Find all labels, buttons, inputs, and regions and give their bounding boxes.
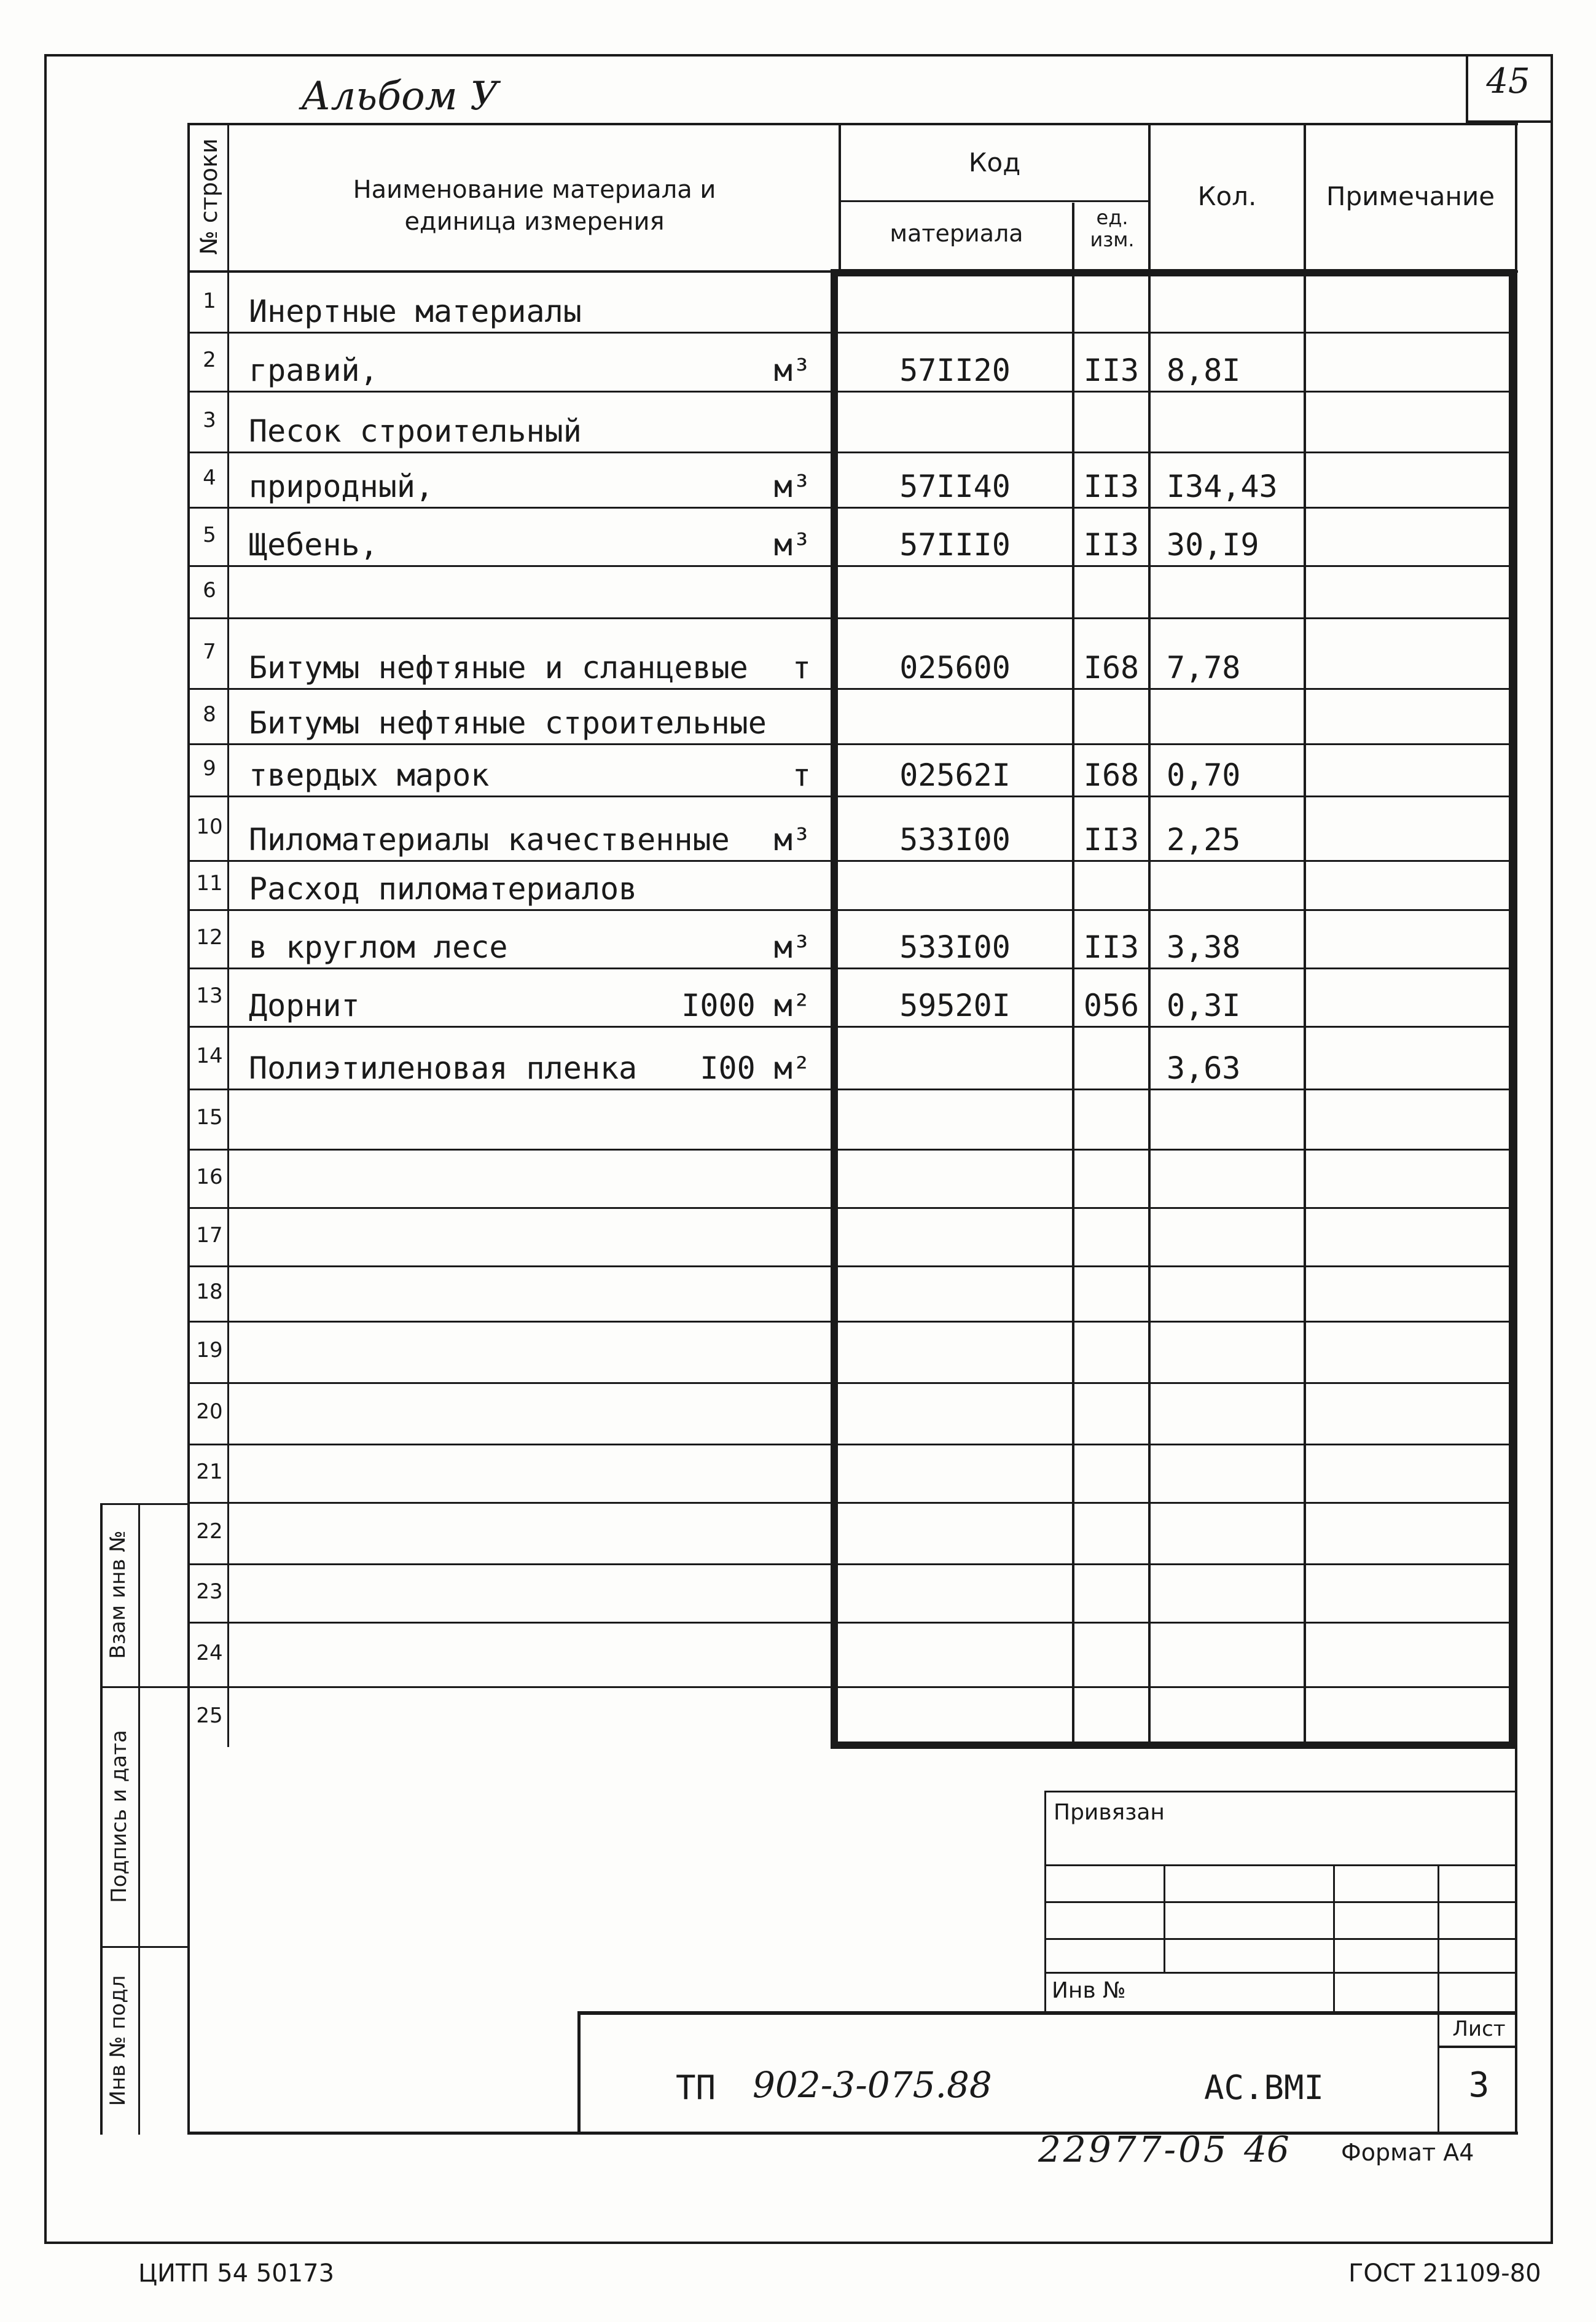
row-divider <box>190 1563 1515 1565</box>
row-number: 3 <box>203 407 216 432</box>
row-number: 19 <box>196 1338 223 1362</box>
row-number: 22 <box>196 1519 223 1544</box>
header-name <box>240 174 829 238</box>
handwritten-page-number: 45 <box>1486 61 1530 101</box>
inner-bottom <box>187 2132 1518 2135</box>
row-divider <box>190 688 1515 690</box>
page-box-left <box>1466 54 1468 122</box>
row-unit: м³ <box>773 929 811 965</box>
row-divider <box>190 860 1515 862</box>
row-material-name: Битумы нефтяные и сланцевые <box>249 650 748 686</box>
row-material-name: Полиэтиленовая пленка <box>249 1050 638 1086</box>
row-divider <box>190 1265 1515 1267</box>
row-divider <box>190 507 1515 509</box>
doc-code: АС.ВМI <box>1204 2068 1324 2107</box>
row-unit: I000 м² <box>681 988 811 1023</box>
header-note: Примечание <box>1326 181 1495 211</box>
gost-label: ГОСТ 21109-80 <box>1348 2259 1541 2288</box>
row-material-code: 57II20 <box>899 353 1011 388</box>
row-material-name: Пиломатериалы качественные <box>249 822 730 858</box>
privyazan-line4 <box>1044 1972 1517 1974</box>
row-number: 5 <box>203 522 216 547</box>
row-material-code: 025600 <box>899 650 1011 686</box>
side-label-vzam: Взам инв № <box>106 1530 130 1659</box>
row-quantity: 3,38 <box>1167 929 1241 965</box>
row-material-name: Дорнит <box>249 988 360 1023</box>
row-divider <box>190 743 1515 745</box>
row-material-code: 533I00 <box>899 822 1011 858</box>
header-code: Код <box>968 147 1021 178</box>
list-number: 3 <box>1468 2065 1490 2105</box>
row-unit-code: 056 <box>1083 988 1140 1023</box>
handwritten-code: 22977-05 <box>1038 2128 1229 2170</box>
row-divider <box>190 1444 1515 1445</box>
row-quantity: 0,3I <box>1167 988 1241 1023</box>
row-divider <box>190 565 1515 567</box>
header-col-unit-left <box>1072 203 1074 273</box>
row-number: 20 <box>196 1399 223 1424</box>
header-name-line1: Наименование материала и <box>353 176 716 204</box>
row-number: 2 <box>203 348 216 372</box>
row-quantity: 30,I9 <box>1167 527 1259 563</box>
privyazan-col1 <box>1164 1864 1165 1972</box>
col-rownum-right <box>227 125 229 1747</box>
privyazan-line3 <box>1044 1938 1517 1940</box>
row-number: 15 <box>196 1105 223 1130</box>
row-unit-code: II3 <box>1083 822 1140 858</box>
frame-top <box>44 54 1553 57</box>
row-quantity: 7,78 <box>1167 650 1241 686</box>
row-material-name: гравий, <box>249 353 378 388</box>
row-number: 13 <box>196 983 223 1008</box>
row-divider <box>190 617 1515 619</box>
format-label: Формат А4 <box>1341 2139 1474 2166</box>
header-code-material: материала <box>890 220 1023 247</box>
row-number: 17 <box>196 1222 223 1248</box>
header-code-unit: ед. изм. <box>1090 206 1135 251</box>
row-material-name: Битумы нефтяные строительные <box>249 705 767 741</box>
body-col-code-left <box>831 270 838 1748</box>
list-box-divider <box>1438 2046 1517 2048</box>
body-col-note-left <box>1304 270 1306 1748</box>
row-number: 9 <box>203 756 216 781</box>
inner-top <box>187 123 1518 125</box>
row-material-name: Инертные материалы <box>249 294 582 329</box>
row-number: 10 <box>196 814 223 839</box>
row-number: 24 <box>196 1640 223 1665</box>
row-material-name: в круглом лесе <box>249 929 508 965</box>
privyazan-col2 <box>1333 1864 1335 2012</box>
side-label-inv-podl: Инв № подл <box>106 1975 130 2106</box>
row-unit-code: I68 <box>1083 757 1140 793</box>
album-label: Альбом У <box>301 74 499 119</box>
row-number: 18 <box>196 1280 223 1304</box>
row-unit: м³ <box>773 527 811 563</box>
frame-left <box>44 54 47 2244</box>
privyazan-top <box>1044 1791 1517 1792</box>
list-label: Лист <box>1452 2017 1506 2041</box>
body-heavy-bottom <box>831 1742 1516 1749</box>
row-divider <box>190 1502 1515 1504</box>
row-divider <box>190 1382 1515 1384</box>
row-number: 8 <box>203 702 216 727</box>
side-label-podpis: Подпись и дата <box>107 1730 131 1903</box>
frame-right <box>1551 54 1553 2244</box>
body-col-right-heavy <box>1509 270 1516 1748</box>
row-quantity: I34,43 <box>1167 469 1278 504</box>
row-number: 12 <box>196 925 223 950</box>
body-col-qty-left <box>1148 270 1151 1748</box>
row-material-name: Щебень, <box>249 527 378 563</box>
row-quantity: 0,70 <box>1167 757 1241 793</box>
title-block-left <box>577 2011 581 2134</box>
row-unit: м³ <box>773 822 811 858</box>
row-number: 25 <box>196 1703 223 1728</box>
inner-left <box>187 123 190 2134</box>
row-divider <box>190 909 1515 911</box>
row-divider <box>190 1026 1515 1028</box>
side-top <box>100 1503 190 1505</box>
privyazan-line1 <box>1044 1864 1517 1866</box>
row-divider <box>190 1207 1515 1209</box>
row-divider <box>190 1089 1515 1090</box>
row-number: 7 <box>203 639 216 664</box>
row-unit: т <box>792 650 811 686</box>
inv-no-label: Инв № <box>1052 1978 1126 2003</box>
citp-label: ЦИТП 54 50173 <box>138 2259 335 2288</box>
header-code-divider <box>839 200 1151 202</box>
row-material-code: 57II40 <box>899 469 1011 504</box>
title-block-top <box>577 2011 1517 2015</box>
row-material-name: твердых марок <box>249 757 490 793</box>
privyazan-label: Привязан <box>1054 1800 1165 1825</box>
header-name-line2: единица измерения <box>404 208 665 236</box>
row-material-code: 57III0 <box>899 527 1011 563</box>
row-divider <box>190 1622 1515 1624</box>
row-quantity: 3,63 <box>1167 1050 1241 1086</box>
row-quantity: 8,8I <box>1167 353 1241 388</box>
row-number: 4 <box>203 466 216 490</box>
row-number: 11 <box>196 871 223 896</box>
row-unit-code: II3 <box>1083 527 1140 563</box>
row-unit-code: II3 <box>1083 929 1140 965</box>
row-divider <box>190 1321 1515 1323</box>
side-mid-border <box>138 1503 140 2135</box>
row-number: 23 <box>196 1579 223 1604</box>
row-material-code: 02562I <box>899 757 1011 793</box>
row-unit-code: II3 <box>1083 353 1140 388</box>
frame-bottom <box>44 2242 1553 2244</box>
row-divider <box>190 332 1515 334</box>
row-material-name: природный, <box>249 469 434 504</box>
tp-number: 902-3-075.88 <box>753 2064 992 2106</box>
handwritten-page: 46 <box>1244 2128 1289 2170</box>
row-divider <box>190 968 1515 969</box>
row-divider <box>190 452 1515 453</box>
row-material-name: Песок строительный <box>249 413 582 449</box>
row-divider <box>190 391 1515 393</box>
privyazan-line2 <box>1044 1901 1517 1903</box>
privyazan-col3 <box>1438 1864 1439 2135</box>
row-number: 16 <box>196 1164 223 1189</box>
row-divider <box>190 1149 1515 1151</box>
row-material-code: 533I00 <box>899 929 1011 965</box>
row-unit: т <box>792 757 811 793</box>
side-div2 <box>100 1946 190 1948</box>
row-unit-code: II3 <box>1083 469 1140 504</box>
row-unit: м³ <box>773 469 811 504</box>
side-div1 <box>100 1686 190 1688</box>
row-number: 14 <box>196 1044 223 1068</box>
body-heavy-top <box>831 269 1516 276</box>
header-row-number: № строки <box>195 138 222 255</box>
row-divider <box>190 796 1515 797</box>
row-unit: I00 м² <box>700 1050 811 1086</box>
row-unit-code: I68 <box>1083 650 1140 686</box>
row-quantity: 2,25 <box>1167 822 1241 858</box>
row-number: 6 <box>203 577 216 603</box>
row-divider <box>190 1686 1515 1688</box>
row-unit: м³ <box>773 353 811 388</box>
row-material-code: 59520I <box>899 988 1011 1023</box>
tp-prefix: ТП <box>676 2068 716 2107</box>
header-quantity: Кол. <box>1197 181 1257 211</box>
row-material-name: Расход пиломатериалов <box>249 871 638 907</box>
row-number: 21 <box>196 1459 223 1484</box>
row-number: 1 <box>203 289 216 313</box>
